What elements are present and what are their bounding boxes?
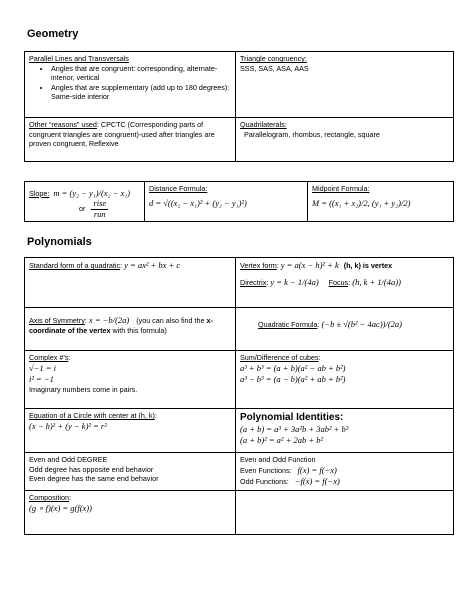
complex-line-1: √−1 = i	[29, 362, 56, 373]
slope-or: or	[79, 204, 86, 214]
triangle-congruency-cell	[236, 52, 454, 118]
quadrilaterals-text: Parallelogram, rhombus, rectangle, square	[244, 129, 380, 139]
slope-label: Slope:	[29, 188, 50, 198]
composition-label: Composition	[29, 493, 69, 502]
circle-equation-cell: Equation of a Circle with center at (h, k): (x − h)² + (y − k)² = r²	[25, 409, 236, 453]
circle-equation-formula: (x − h)² + (y − k)² = r²	[29, 420, 107, 431]
standard-form-formula: y = ax² + bx + c	[124, 260, 181, 270]
cubes-difference: a³ − b³ = (a − b)(a² + ab + b²)	[240, 373, 346, 384]
vertex-form-cell: Vertex form: y = a(x − h)² + k (h, k) is vertex Directrix: y = k − 1/(4a) Focus: (h, k + 1/(4a))	[236, 258, 454, 308]
quadratic-formula-cell: Quadratic Formula: (−b ± √(b² − 4ac))/(2a)	[236, 308, 454, 351]
axis-symmetry-label: Axis of Symmetry	[29, 316, 85, 325]
midpoint-formula-title: Midpoint Formula:	[312, 184, 370, 193]
composition-cell: Composition: (g ∘ f)(x) = g(f(x))	[25, 491, 236, 535]
vertex-form-label: Vertex form	[240, 261, 277, 270]
focus-label: Focus	[328, 278, 349, 288]
quadrilaterals-title: Quadrilaterals:	[240, 120, 287, 129]
formulas-table	[24, 181, 454, 222]
axis-note-end: with this formula)	[110, 326, 167, 336]
triangle-congruency-text: SSS, SAS, ASA, AAS	[240, 63, 309, 73]
composition-formula: (g ∘ f)(x) = g(f(x))	[29, 502, 92, 513]
distance-formula: d = √((x₂ − x₁)² + (y₂ − y₁)²)	[149, 197, 247, 208]
complex-numbers-cell: Complex #’s: √−1 = i i² = −1 Imaginary numbers come in pairs.	[25, 351, 236, 409]
identity-2: (a + b)² = a² + 2ab + b²	[240, 435, 323, 446]
odd-functions-formula: −f(x) = f(−x)	[294, 475, 340, 486]
quadratic-formula: (−b ± √(b² − 4ac))/(2a)	[321, 319, 402, 329]
cubes-cell: Sum/Difference of cubes: a³ + b³ = (a + b)(a² − ab + b²) a³ − b³ = (a − b)(a² + ab + b²)	[236, 351, 454, 409]
focus-formula: (h, k + 1/(4a))	[352, 277, 401, 288]
polynomials-heading: Polynomials	[27, 236, 92, 248]
degree-odd: Odd degree has opposite end behavior	[29, 464, 154, 474]
vertex-form-formula: y = a(x − h)² + k	[280, 260, 339, 270]
directrix-label: Directrix	[240, 278, 267, 288]
cubes-sum: a³ + b³ = (a + b)(a² − ab + b²)	[240, 362, 346, 373]
degree-even: Even degree has the same end behavior	[29, 474, 159, 483]
rise-text: rise	[93, 198, 107, 209]
axis-symmetry-cell: Axis of Symmetry: x = −b/(2a) (you can also find the x-coordinate of the vertex with this formula)	[25, 308, 236, 351]
quadrilaterals-cell	[236, 118, 454, 162]
polynomials-table	[24, 257, 454, 535]
axis-symmetry-formula: x = −b/(2a)	[88, 315, 130, 325]
degree-cell	[25, 453, 236, 491]
function-title: Even and Odd Function	[240, 455, 316, 464]
parallel-lines-cell	[25, 52, 236, 118]
complex-numbers-label: Complex #’s	[29, 353, 69, 362]
standard-form-cell: Standard form of a quadratic: y = ax² + bx + c	[25, 258, 236, 308]
triangle-congruency-title: Triangle congruency:	[240, 54, 307, 63]
parallel-lines-title: Parallel Lines and Transversals	[29, 54, 129, 63]
identities-title: Polynomial Identities:	[240, 412, 344, 423]
other-reasons-cell	[25, 118, 236, 162]
axis-note-start: (you can also find the	[136, 316, 207, 325]
run-text: run	[93, 208, 106, 219]
degree-title: Even and Odd DEGREE	[29, 455, 108, 464]
empty-cell	[236, 491, 454, 535]
midpoint-formula: M = ((x₁ + x₂)/2, (y₁ + y₂)/2)	[312, 197, 411, 208]
other-reasons-text: : CPCTC (Corresponding parts of congruent triangles are congruent)-used after triangles are proven congruent, Reflexive	[29, 120, 215, 148]
geometry-table	[24, 51, 454, 162]
slope-formula: m = (y₂ − y₁)/(x₂ − x₁)	[53, 188, 131, 198]
complex-note: Imaginary numbers come in pairs.	[29, 384, 138, 394]
parallel-bullet-congruent: • Angles that are congruent: corresponding, alternate-interior, vertical	[51, 64, 231, 83]
rise-over-run	[91, 199, 108, 219]
axis-note-bold: x-coordinate of the vertex	[29, 316, 213, 336]
midpoint-formula-cell	[308, 182, 454, 222]
parallel-bullet-supplementary: • Angles that are supplementary (add up to 180 degrees): Same-side interior	[51, 83, 231, 102]
distance-formula-title: Distance Formula:	[149, 184, 208, 193]
directrix-formula: y = k − 1/(4a)	[270, 277, 319, 288]
standard-form-label: Standard form of a quadratic	[29, 261, 121, 270]
cubes-label: Sum/Difference of cubes	[240, 353, 319, 362]
quadratic-formula-label: Quadratic Formula	[258, 320, 318, 329]
geometry-heading: Geometry	[27, 28, 79, 40]
even-functions-formula: f(x) = f(−x)	[297, 464, 337, 475]
slope-cell	[25, 182, 145, 222]
identities-cell	[236, 409, 454, 453]
complex-line-2: i² = −1	[29, 373, 54, 384]
circle-equation-label: Equation of a Circle with center at (h, k)	[29, 411, 155, 420]
distance-formula-cell	[145, 182, 308, 222]
identity-1: (a + b) = a³ + 3a²b + 3ab² + b³	[240, 424, 349, 435]
even-functions-label: Even Functions:	[240, 465, 292, 475]
vertex-note: (h, k) is vertex	[343, 261, 393, 270]
other-reasons-label: Other “reasons” used	[29, 120, 97, 129]
even-odd-function-cell	[236, 453, 454, 491]
odd-functions-label: Odd Functions:	[240, 476, 289, 486]
